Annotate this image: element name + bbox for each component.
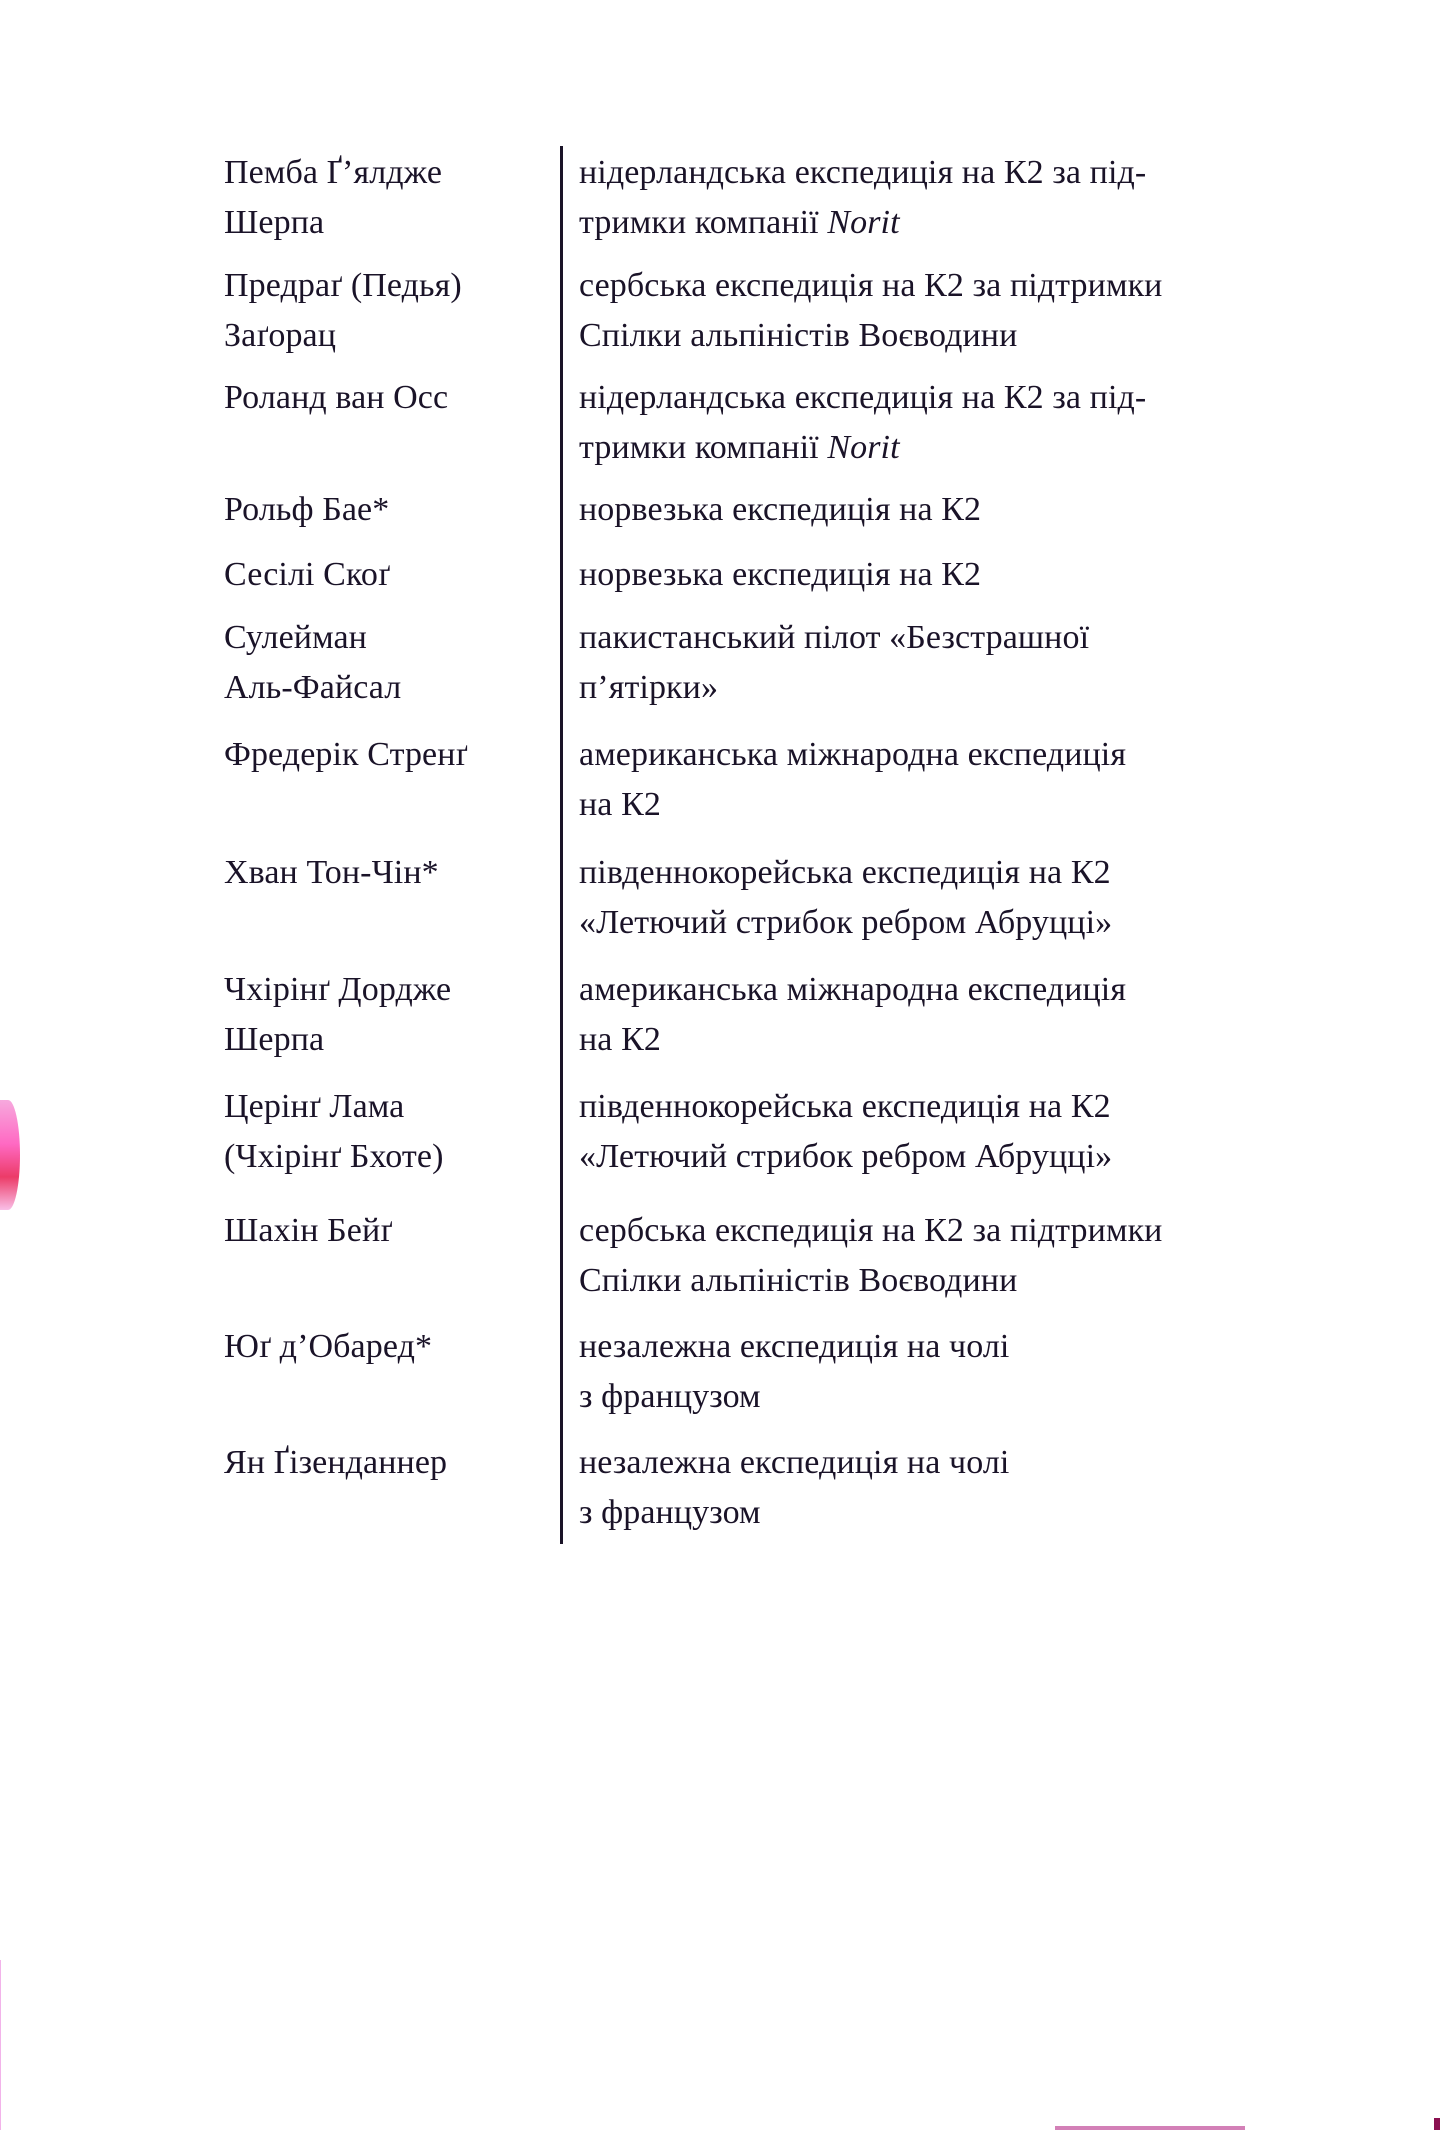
participant-name: Предраґ (Педья) Заґорац [224,267,462,354]
expedition-description: норвезька експедиція на К2 [579,491,982,528]
expedition-description: незалежна експедиція на чолі з французом [579,1328,1010,1415]
page-edge-line [0,1960,1,2130]
table-row [224,485,1344,535]
table-row [224,613,1344,713]
sponsor-name: Norit [827,204,900,241]
participant-name: Роланд ван Осс [224,379,449,416]
table-row [224,550,1344,600]
expedition-description: південнокорейська експедиція на К2 «Летючий стрибок ребром Абруцці» [579,854,1113,941]
table-row [224,373,1344,473]
page-bottom-mark [1055,2126,1245,2130]
participant-name: Фредерік Стренґ [224,736,468,773]
page-corner-mark [1434,2118,1440,2130]
expedition-description: американська міжнародна експедиція на К2 [579,736,1127,823]
expedition-description: сербська експедиція на К2 за підтримки Спілки альпіністів Воєводини [579,1212,1163,1299]
sponsor-name: Norit [827,429,900,466]
participant-name: Ян Ґізенданнер [224,1444,448,1481]
participant-name: Церінґ Лама (Чхірінґ Бхоте) [224,1088,444,1175]
participant-name: Шахін Бейґ [224,1212,393,1249]
expedition-description: сербська експедиція на К2 за підтримки Спілки альпіністів Воєводини [579,267,1163,354]
participant-name: Чхірінґ Дордже Шерпа [224,971,452,1058]
table-row [224,1082,1344,1182]
table-row [224,730,1344,830]
table-row [224,1322,1344,1422]
table-row [224,1438,1344,1538]
page-edge-color-mark [0,1100,20,1210]
expedition-description: нідерландська експедиція на К2 за під- тримки компанії Norit [579,379,1147,466]
table-row [224,965,1344,1065]
participant-name: Юґ д’Обаред* [224,1328,433,1365]
expedition-description: південнокорейська експедиція на К2 «Летючий стрибок ребром Абруцці» [579,1088,1113,1175]
participant-name: Сесілі Скоґ [224,556,390,593]
expedition-description: норвезька експедиція на К2 [579,556,982,593]
expedition-description: незалежна експедиція на чолі з французом [579,1444,1010,1531]
expedition-description: нідерландська експедиція на К2 за під- тримки компанії Norit [579,154,1147,241]
participant-name: Рольф Бае* [224,491,390,528]
expedition-description: пакистанський пілот «Безстрашної п’ятірки» [579,619,1090,706]
expedition-description: американська міжнародна експедиція на К2 [579,971,1127,1058]
participant-name: Пемба Ґ’ялдже Шерпа [224,154,443,241]
table-row [224,261,1344,361]
participant-name: Сулейман Аль-Файсал [224,619,402,706]
participant-name: Хван Тон-Чін* [224,854,439,891]
table-row [224,848,1344,948]
table-row [224,148,1344,248]
table-row [224,1206,1344,1306]
